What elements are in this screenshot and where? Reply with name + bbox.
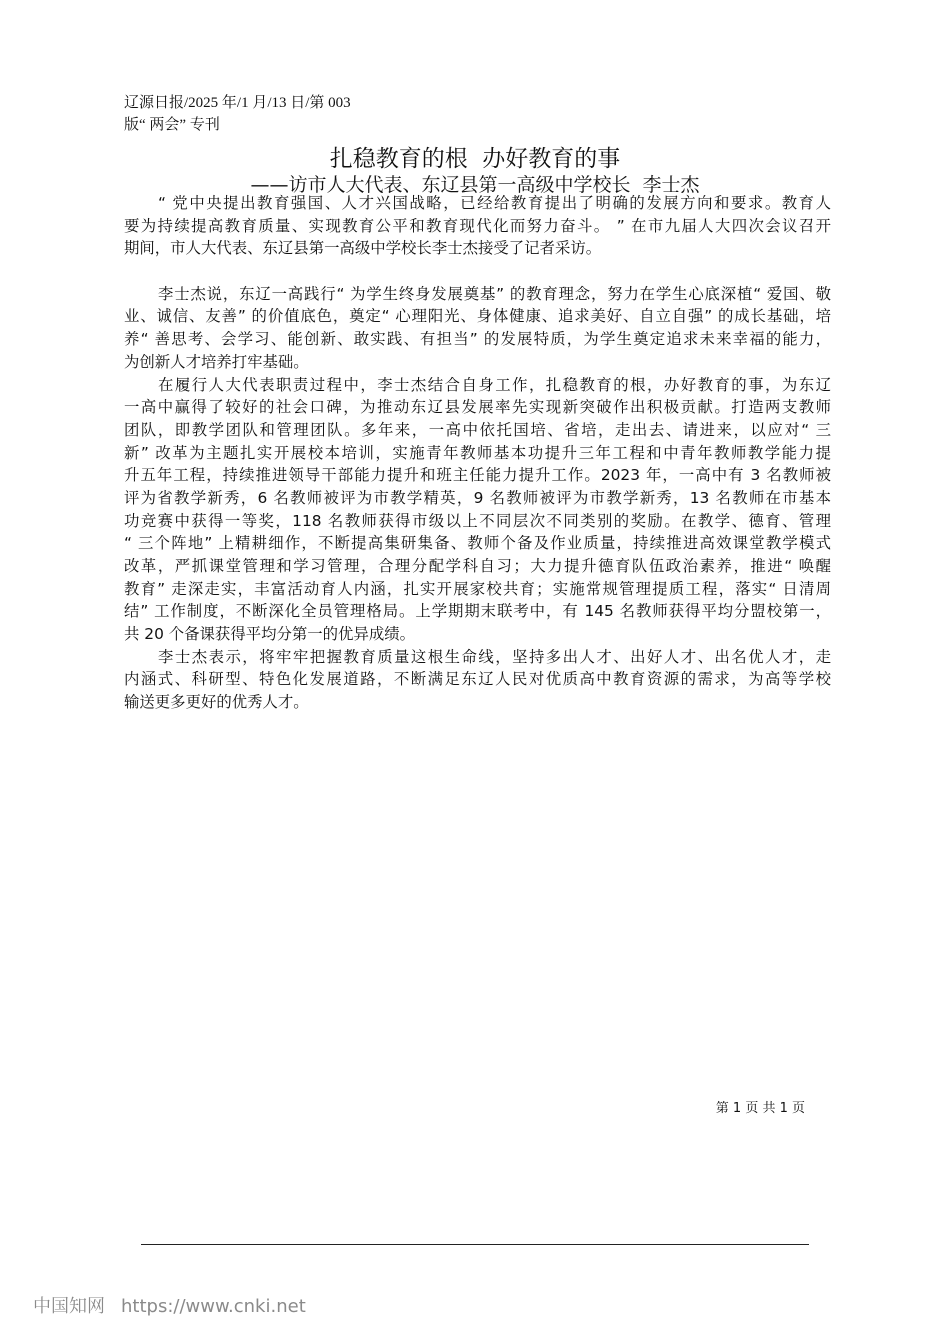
source-line-1: 辽源日报/2025 年/1 月/13 日/第 003 — [124, 95, 351, 111]
article-subtitle: ——访市人大代表、东辽县第一高级中学校长 李士杰 — [250, 174, 700, 196]
paragraph-line: 改革，严抓课堂管理和学习管理，合理分配学科自习；大力提升德育队伍政治素养，推进“ 唤醒 — [124, 557, 831, 575]
page-indicator: 第 1 页 共 1 页 — [715, 1101, 805, 1116]
watermark-brand: 中国知网 — [33, 1296, 105, 1317]
footer-divider — [141, 1244, 809, 1245]
paragraph-line: 李士杰表示，将牢牢把握教育质量这根生命线，坚持多出人才、出好人才、出名优人才，走 — [158, 647, 831, 666]
paragraph-line: 共 20 个备课获得平均分第一的优异成绩。 — [124, 625, 416, 644]
paragraph-line: “ 党中央提出教育强国、人才兴国战略，已经给教育提出了明确的发展方向和要求。教育人 — [158, 194, 831, 212]
paragraph-line: 团队，即教学团队和管理团队。多年来，一高中依托国培、省培，走出去、请进来，以应对“ 三 — [124, 420, 831, 439]
paragraph-line: 在履行人大代表职责过程中，李士杰结合自身工作，扎稳教育的根，办好教育的事，为东辽 — [158, 375, 831, 394]
paragraph-line: 养“ 善思考、会学习、能创新、敢实践、有担当” 的发展特质，为学生奠定追求未来幸福的能力， — [124, 330, 831, 349]
paragraph-line: 一高中赢得了较好的社会口碑，为推动东辽县发展率先实现新突破作出积极贡献。打造两支教师 — [124, 398, 831, 417]
paragraph-line: 输送更多更好的优秀人才。 — [124, 693, 309, 712]
paragraph-line: 升五年工程，持续推进领导干部能力提升和班主任能力提升工作。2023 年，一高中有 3 名教师被 — [124, 466, 831, 485]
paragraph — [124, 646, 831, 714]
paragraph-line: “ 三个阵地” 上精耕细作，不断提高集研集备、教师个备及作业质量，持续推进高效课堂教学模式 — [124, 534, 831, 553]
paragraph-line: 内涵式、科研型、特色化发展道路，不断满足东辽人民对优质高中教育资源的需求，为高等学校 — [124, 670, 831, 689]
paragraph-line: 要为持续提高教育质量、实现教育公平和教育现代化而努力奋斗。 ” 在市九届人大四次会议召开 — [124, 216, 831, 235]
paragraph — [124, 374, 831, 646]
paragraph-line: 业、诚信、友善” 的价值底色，奠定“ 心理阳光、身体健康、追求美好、自立自强” 的成长基础，培 — [124, 307, 831, 326]
paragraph — [124, 192, 831, 260]
source-line-2: 版“ 两会” 专刊 — [124, 117, 220, 133]
article-title: 扎稳教育的根 办好教育的事 — [329, 146, 621, 172]
paragraph-line: 新” 改革为主题扎实开展校本培训，实施青年教师基本功提升三年工程和中青年教师教学能力提 — [124, 443, 831, 462]
paragraph-line: 教育” 走深走实，丰富活动育人内涵，扎实开展家校共育；实施常规管理提质工程，落实“ 日清周 — [124, 579, 831, 598]
paragraph-gap — [124, 260, 831, 283]
paragraph-line: 为创新人才培养打牢基础。 — [124, 352, 309, 371]
watermark-url: https://www.cnki.net — [121, 1296, 306, 1317]
paragraph-line: 功竞赛中获得一等奖，118 名教师获得市级以上不同层次不同类别的奖励。在教学、德育、管理 — [124, 511, 831, 530]
paragraph-line: 期间，市人大代表、东辽县第一高级中学校长李士杰接受了记者采访。 — [124, 239, 602, 258]
article-body — [124, 192, 831, 714]
paragraph-line: 结” 工作制度，不断深化全员管理格局。上学期期末联考中，有 145 名教师获得平均分盟校第一， — [124, 602, 831, 621]
cnki-watermark — [33, 1292, 306, 1318]
paragraph — [124, 283, 831, 374]
paragraph-line: 评为省教学新秀，6 名教师被评为市教学精英，9 名教师被评为市教学新秀，13 名教师在市基本 — [124, 488, 831, 507]
paragraph-line: 李士杰说，东辽一高践行“ 为学生终身发展奠基” 的教育理念，努力在学生心底深植“ 爱国、敬 — [158, 284, 831, 303]
